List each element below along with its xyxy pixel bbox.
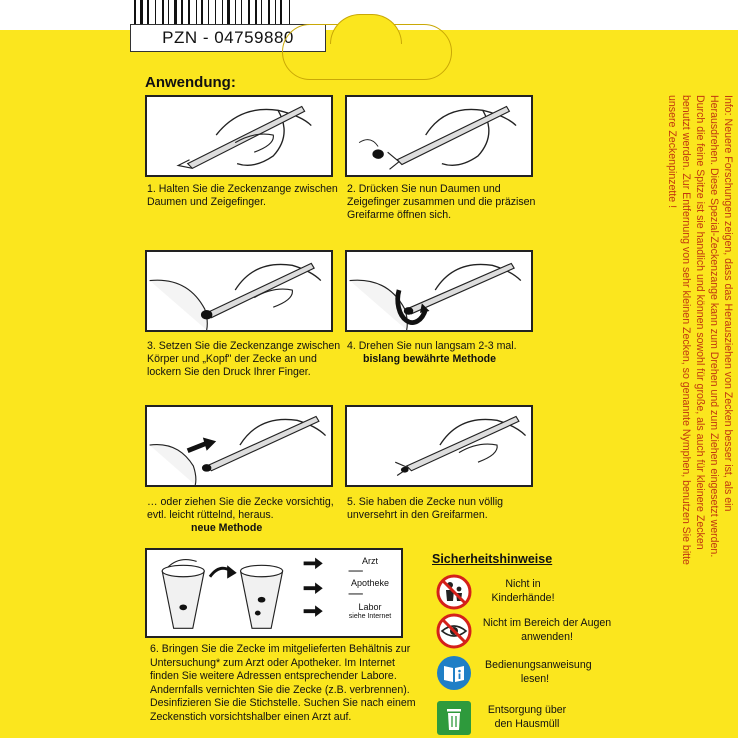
barcode-bar — [255, 0, 257, 24]
safety-text-eyes: Nicht im Bereich der Augen anwenden! — [482, 617, 612, 643]
barcode-bar — [280, 0, 282, 24]
disposal-icon — [436, 700, 472, 736]
step4-method: bislang bewährte Methode — [363, 353, 497, 365]
lab-labor: Labor — [358, 602, 382, 612]
step-pull-illustration — [145, 405, 333, 487]
no-eyes-icon — [436, 613, 472, 649]
barcode-bar — [215, 0, 216, 24]
container-illustration — [145, 548, 403, 638]
barcode-bar — [162, 0, 164, 24]
barcode-bar — [289, 0, 290, 24]
barcode-bar — [261, 0, 262, 24]
safety-text-manual: Bedienungsanweisung lesen! — [485, 659, 592, 685]
safety-text-disposal: Entsorgung über den Hausmüll — [487, 704, 567, 730]
safety-heading: Sicherheitshinweise — [432, 552, 553, 566]
barcode-bar — [235, 0, 236, 24]
barcode-bar — [155, 0, 156, 24]
lab-labor-note: siehe Internet — [348, 613, 392, 620]
step1-illustration — [145, 95, 333, 177]
side-info-text — [665, 95, 735, 570]
barcode-bar — [248, 0, 250, 24]
pzn-label: PZN - 04759880 — [130, 24, 326, 52]
step-pull-text: … oder ziehen Sie die Zecke vorsichtig, evtl. leicht rüttelnd, heraus. — [147, 496, 334, 521]
barcode-bar — [201, 0, 203, 24]
barcode-bar — [275, 0, 276, 24]
step-pull-caption — [147, 496, 347, 535]
step5-illustration — [345, 405, 533, 487]
barcode-bar — [134, 0, 136, 24]
barcode-bar — [222, 0, 223, 24]
side-info-paragraph: Info: Neuere Forschungen zeigen, dass das Herausziehen von Zecken besser ist, als ein Herausdrehen. Diese Spezial-Zeckenzange kann zum Drehen und zum Ziehen eingesetzt werden. Durch die feine Spitze ist sie handlich und können sowohl für große, als auch für kleinere Zecken benutzt werden. Zur Entfernung von sehr kleinen Zecken, so genannte Nymphen, benutzen Sie bitte unsere Zeckenpinzette ! — [666, 95, 734, 565]
barcode-bar — [188, 0, 190, 24]
barcode-bar — [196, 0, 197, 24]
step6-caption: 6. Bringen Sie die Zecke im mitgelieferten Behältnis zur Untersuchung* zum Arzt oder Apotheker. Im Internet finden Sie weitere Adressen entsprechender Labore. Andernfalls vernichten Sie die Zecke (z.B. verbrennen). Desinfizieren Sie die Stichstelle. Suchen Sie nach einem Zeckenstich vorsichtshalber einen Arzt auf. — [150, 643, 416, 723]
step3-caption: 3. Setzen Sie die Zeckenzange zwischen Körper und „Kopf" der Zecke an und lockern Sie den Druck Ihrer Finger. — [147, 340, 341, 378]
step3-illustration — [145, 250, 333, 332]
barcode-bar — [268, 0, 270, 24]
read-manual-icon — [436, 655, 472, 691]
barcode-bar — [168, 0, 169, 24]
step1-caption: 1. Halten Sie die Zeckenzange zwischen Daumen und Zeigefinger. — [147, 183, 338, 208]
barcode-bar — [140, 0, 143, 24]
step-pull-method: neue Methode — [191, 522, 263, 534]
safety-text-children: Nicht in Kinderhände! — [491, 578, 555, 604]
step4-text: 4. Drehen Sie nun langsam 2-3 mal. — [347, 340, 517, 352]
step2-illustration — [345, 95, 533, 177]
step5-caption: 5. Sie haben die Zecke nun völlig unversehrt in den Greifarmen. — [347, 496, 504, 521]
barcode-bar — [208, 0, 209, 24]
barcode-bar — [241, 0, 242, 24]
no-children-icon — [436, 574, 472, 610]
barcode — [130, 0, 326, 24]
barcode-bar — [227, 0, 230, 24]
step2-caption: 2. Drücken Sie nun Daumen und Zeigefinger zusammen und die präzisen Greifarme öffnen sich. — [347, 183, 536, 221]
lab-apotheke: Apotheke — [350, 578, 390, 588]
lab-arzt: Arzt — [361, 556, 378, 566]
barcode-bar — [174, 0, 177, 24]
step4-illustration — [345, 250, 533, 332]
barcode-bar — [181, 0, 183, 24]
usage-heading: Anwendung: — [145, 74, 236, 91]
barcode-bar — [147, 0, 149, 24]
step4-caption — [347, 340, 547, 366]
